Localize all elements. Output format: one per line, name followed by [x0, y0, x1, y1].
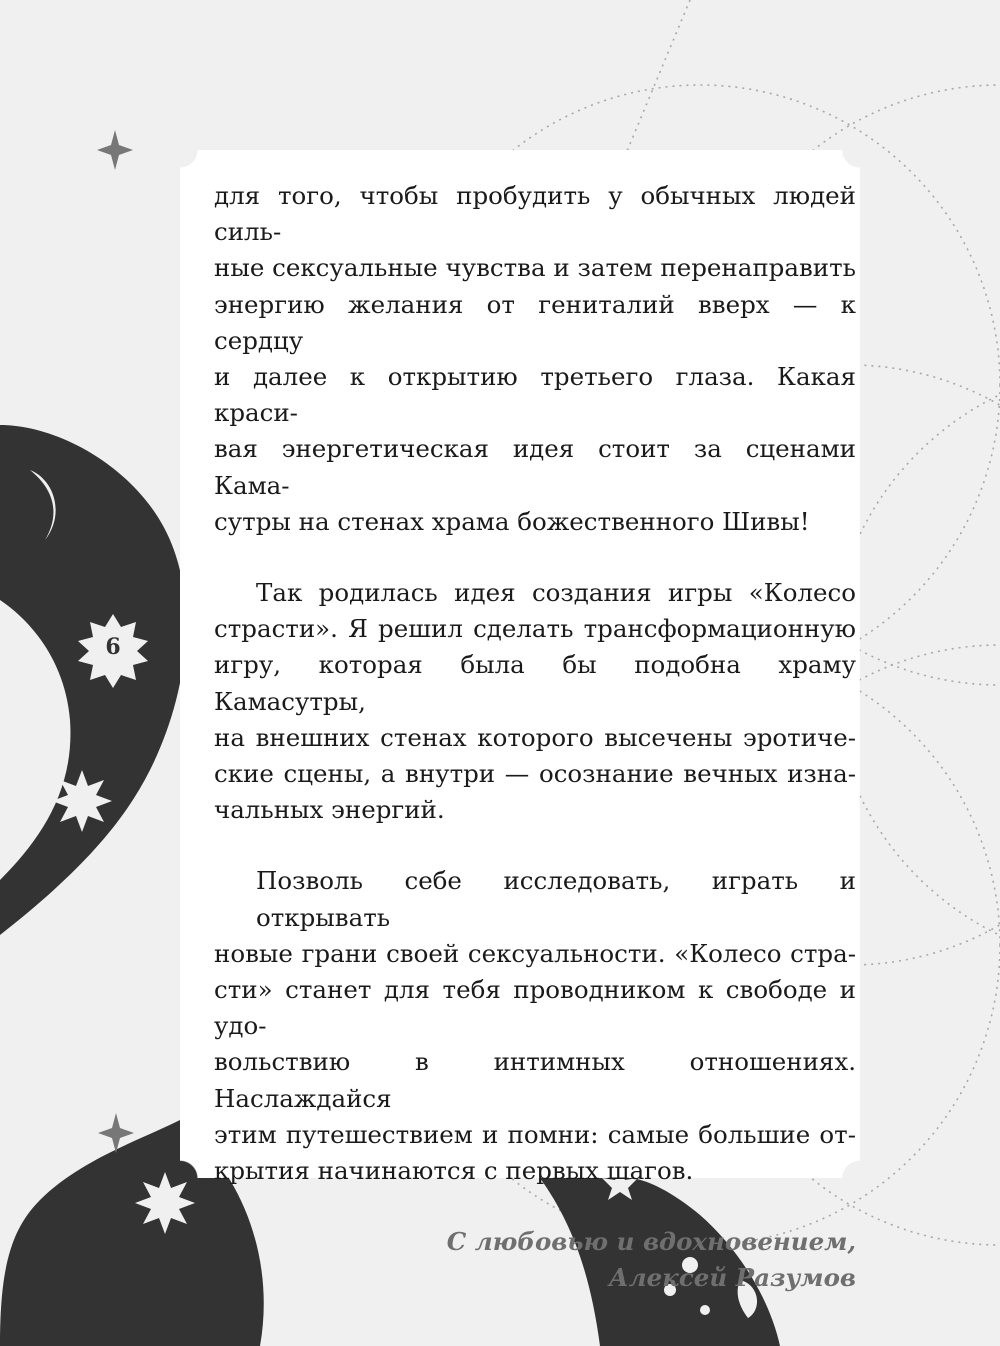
text-line: игру, которая была бы подобна храму Камасутры,	[214, 650, 856, 716]
paragraph-2	[214, 575, 856, 828]
text-line: чальных энергий.	[214, 795, 445, 825]
paragraph-1	[214, 178, 856, 540]
text-line: новые грани своей сексуальности. «Колесо стра-	[214, 938, 856, 968]
text-line: ские сцены, а внутри — осознание вечных изна-	[214, 759, 856, 789]
signature	[214, 1224, 856, 1296]
text-line: ные сексуальные чувства и затем перенаправить	[214, 253, 856, 283]
signature-line-1: С любовью и вдохновением,	[446, 1227, 856, 1257]
text-line: Так родилась идея создания игры «Колесо	[256, 578, 856, 608]
text-line: вая энергетическая идея стоит за сценами Кама-	[214, 434, 856, 500]
text-line: вольствию в интимных отношениях. Наслаждайся	[214, 1047, 856, 1113]
text-line: для того, чтобы пробудить у обычных людей силь-	[214, 181, 856, 247]
text-line: этим путешествием и помни: самые большие от-	[214, 1119, 856, 1149]
text-line: сти» станет для тебя проводником к свободе и удо-	[214, 975, 856, 1041]
text-body	[214, 178, 856, 1296]
signature-author: Алексей Разумов	[608, 1263, 856, 1293]
text-line: энергию желания от гениталий вверх — к сердцу	[214, 289, 856, 355]
text-line: Позволь себе исследовать, играть и открывать	[256, 866, 856, 932]
text-line: на внешних стенах которого высечены эротиче-	[214, 722, 856, 752]
text-line: страсти». Я решил сделать трансформационную	[214, 614, 856, 644]
page-number: 6	[105, 634, 121, 660]
text-line: крытия начинаются с первых шагов.	[214, 1156, 694, 1186]
text-line: сутры на стенах храма божественного Шивы!	[214, 506, 810, 536]
paragraph-3	[214, 863, 856, 1189]
text-line: и далее к открытию третьего глаза. Какая краси-	[214, 362, 856, 428]
